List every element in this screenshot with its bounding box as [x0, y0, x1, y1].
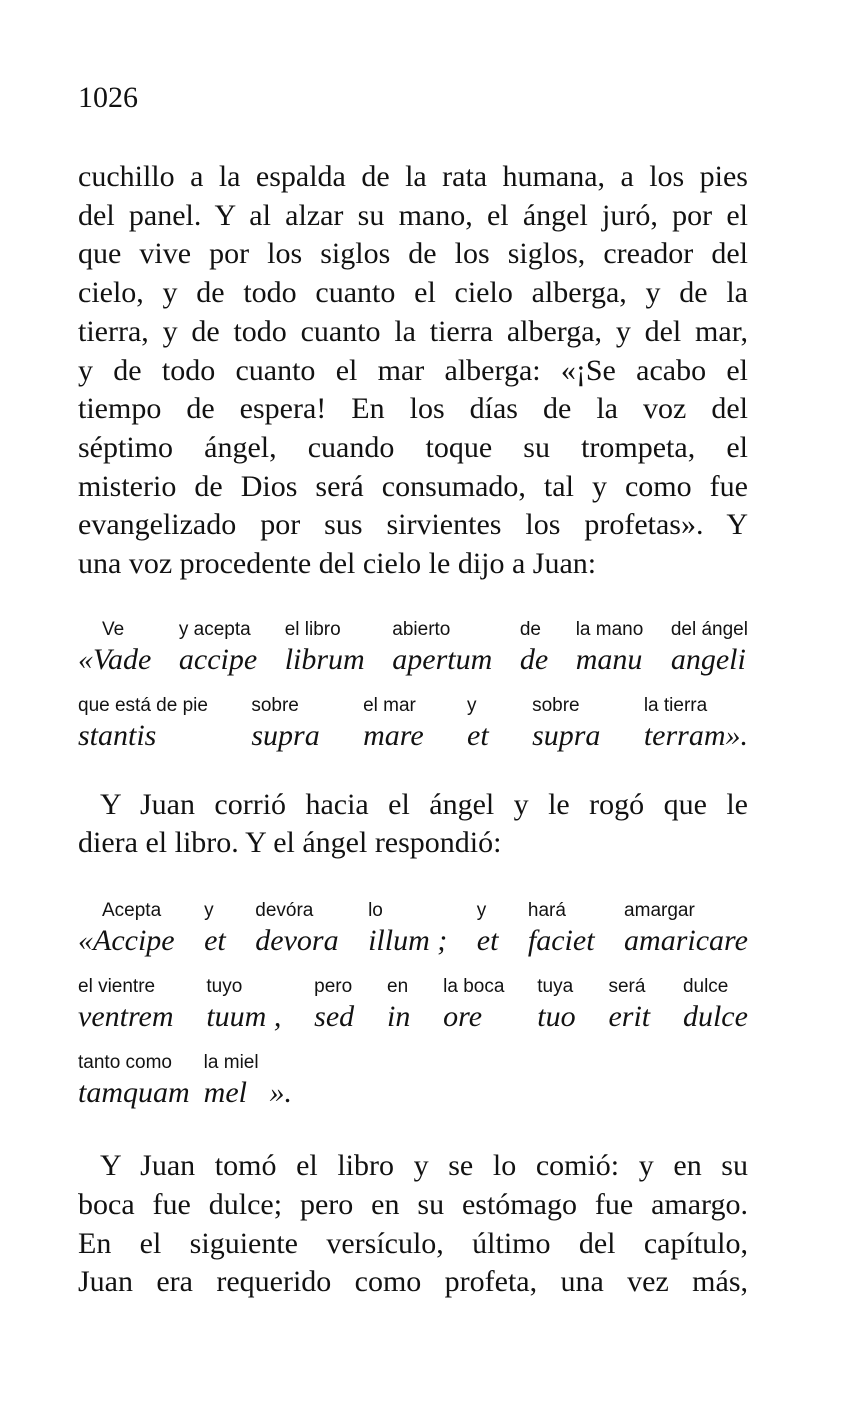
word-pair — [477, 899, 499, 959]
body-line: que vive por los siglos de los siglos, creador del — [78, 237, 748, 271]
word-pair — [532, 694, 600, 754]
gloss-text: la mano — [575, 618, 644, 640]
latin-text: et — [467, 718, 489, 752]
latin-text: stantis — [78, 718, 157, 752]
word-pair — [78, 1051, 190, 1111]
word-pair — [363, 694, 424, 754]
gloss-text: y acepta — [178, 618, 251, 640]
interlinear-block-2 — [78, 899, 748, 1111]
body-line: cielo, y de todo cuanto el cielo alberga, y de la — [78, 276, 748, 310]
gloss-text: la tierra — [643, 694, 708, 716]
latin-text: amaricare — [624, 924, 748, 958]
body-line: evangelizado por sus sirvientes los profetas». Y — [78, 508, 748, 542]
interlinear-block-1 — [78, 618, 748, 754]
word-pair — [608, 975, 650, 1035]
latin-text: «Vade — [78, 642, 152, 676]
word-pair — [251, 694, 319, 754]
paragraph-1 — [78, 158, 748, 584]
body-line: tiempo de espera! En los días de la voz del — [78, 392, 748, 426]
word-pair — [683, 975, 748, 1035]
word-pair — [285, 618, 365, 678]
gloss-text: amargar — [624, 900, 695, 922]
gloss-text: de — [519, 618, 541, 640]
latin-text: illum ; — [368, 924, 448, 958]
latin-text: mel ». — [203, 1076, 292, 1110]
gloss-text: el mar — [363, 694, 416, 716]
gloss-text: hará — [527, 900, 566, 922]
latin-text: librum — [284, 642, 365, 676]
interlinear-row — [78, 975, 748, 1035]
body-line: Y Juan tomó el libro y se lo comió: y en su — [100, 1149, 748, 1183]
gloss-text: y — [476, 900, 487, 922]
gloss-text: abierto — [392, 618, 451, 640]
word-pair — [78, 618, 151, 678]
word-pair — [179, 618, 257, 678]
latin-text: et — [204, 924, 226, 958]
latin-text: manu — [575, 642, 643, 676]
word-pair — [392, 618, 492, 678]
latin-text: accipe — [178, 642, 258, 676]
latin-text: tamquam — [78, 1076, 190, 1110]
gloss-text: que está de pie — [78, 694, 208, 716]
paragraph-3 — [78, 1147, 748, 1302]
body-line: cuchillo a la espalda de la rata humana, a los pies — [78, 160, 748, 193]
gloss-text: sobre — [532, 694, 580, 716]
gloss-text: tuyo — [206, 976, 243, 998]
latin-text: supra — [251, 718, 320, 752]
word-pair — [443, 975, 504, 1035]
word-pair — [644, 694, 748, 754]
word-pair — [78, 694, 208, 754]
word-pair — [576, 618, 644, 678]
word-pair — [537, 975, 575, 1035]
gloss-text: del ángel — [670, 618, 748, 640]
word-pair — [206, 975, 281, 1035]
gloss-text: lo — [368, 900, 383, 922]
word-pair — [314, 975, 354, 1035]
latin-text: angeli — [670, 642, 746, 676]
body-line: Y Juan corrió hacia el ángel y le rogó que le — [100, 787, 748, 821]
latin-text: supra — [532, 718, 601, 752]
body-line: diera el libro. Y el ángel respondió: — [78, 826, 502, 860]
body-line: tierra, y de todo cuanto la tierra alberga, y del mar, — [78, 314, 748, 348]
word-pair — [624, 899, 748, 959]
latin-text: devora — [255, 924, 339, 958]
body-line: del panel. Y al alzar su mano, el ángel juró, por el — [78, 198, 748, 232]
gloss-text: la miel — [203, 1052, 259, 1074]
latin-text: faciet — [527, 924, 595, 958]
word-pair — [255, 899, 338, 959]
body-line: boca fue dulce; pero en su estómago fue amargo. — [78, 1187, 748, 1221]
word-pair — [520, 618, 548, 678]
gloss-text: tanto como — [78, 1052, 172, 1074]
word-pair — [528, 899, 595, 959]
word-pair — [204, 1051, 292, 1111]
gloss-text: en — [387, 976, 409, 998]
latin-text: sed — [314, 1000, 355, 1034]
latin-text: mare — [363, 718, 424, 752]
interlinear-row — [78, 694, 748, 754]
body-line: Juan era requerido como profeta, una vez más, — [78, 1265, 748, 1299]
body-line: En el siguiente versículo, último del capítulo, — [78, 1226, 748, 1260]
gloss-text: Acepta — [102, 900, 162, 922]
latin-text: ore — [443, 1000, 483, 1034]
gloss-text: devóra — [255, 900, 314, 922]
word-pair — [467, 694, 489, 754]
latin-text: «Accipe — [78, 924, 175, 958]
body-line: y de todo cuanto el mar alberga: «¡Se acabo el — [78, 353, 748, 387]
interlinear-row — [78, 618, 748, 678]
body-line: séptimo ángel, cuando toque su trompeta, el — [78, 430, 748, 464]
gloss-text: el vientre — [78, 976, 156, 998]
gloss-text: dulce — [682, 976, 729, 998]
latin-text: et — [476, 924, 499, 958]
latin-text: de — [519, 642, 549, 676]
latin-text: in — [387, 1000, 411, 1034]
word-pair — [78, 975, 174, 1035]
gloss-text: sobre — [251, 694, 299, 716]
word-pair — [671, 618, 748, 678]
latin-text: dulce — [682, 1000, 748, 1034]
page-number: 1026 — [78, 81, 138, 114]
interlinear-row — [78, 899, 748, 959]
latin-text: tuo — [537, 1000, 576, 1034]
body-line: una voz procedente del cielo le dijo a Juan: — [78, 547, 597, 581]
latin-text: terram». — [643, 718, 748, 752]
latin-text: apertum — [392, 642, 493, 676]
word-pair — [204, 899, 226, 959]
gloss-text: y — [204, 900, 214, 922]
gloss-text: la boca — [443, 976, 505, 998]
latin-text: ventrem — [78, 1000, 174, 1034]
latin-text: erit — [608, 1000, 651, 1034]
gloss-text: el libro — [284, 618, 341, 640]
word-pair — [368, 899, 447, 959]
latin-text: tuum , — [206, 1000, 282, 1034]
word-pair — [387, 975, 410, 1035]
paragraph-2 — [78, 786, 748, 863]
gloss-text: tuya — [537, 976, 574, 998]
interlinear-row — [78, 1051, 748, 1111]
gloss-text: pero — [314, 976, 353, 998]
word-pair — [78, 899, 175, 959]
gloss-text: Ve — [102, 618, 125, 640]
gloss-text: y — [467, 694, 477, 716]
body-line: misterio de Dios será consumado, tal y como fue — [78, 469, 748, 503]
gloss-text: será — [608, 976, 646, 998]
